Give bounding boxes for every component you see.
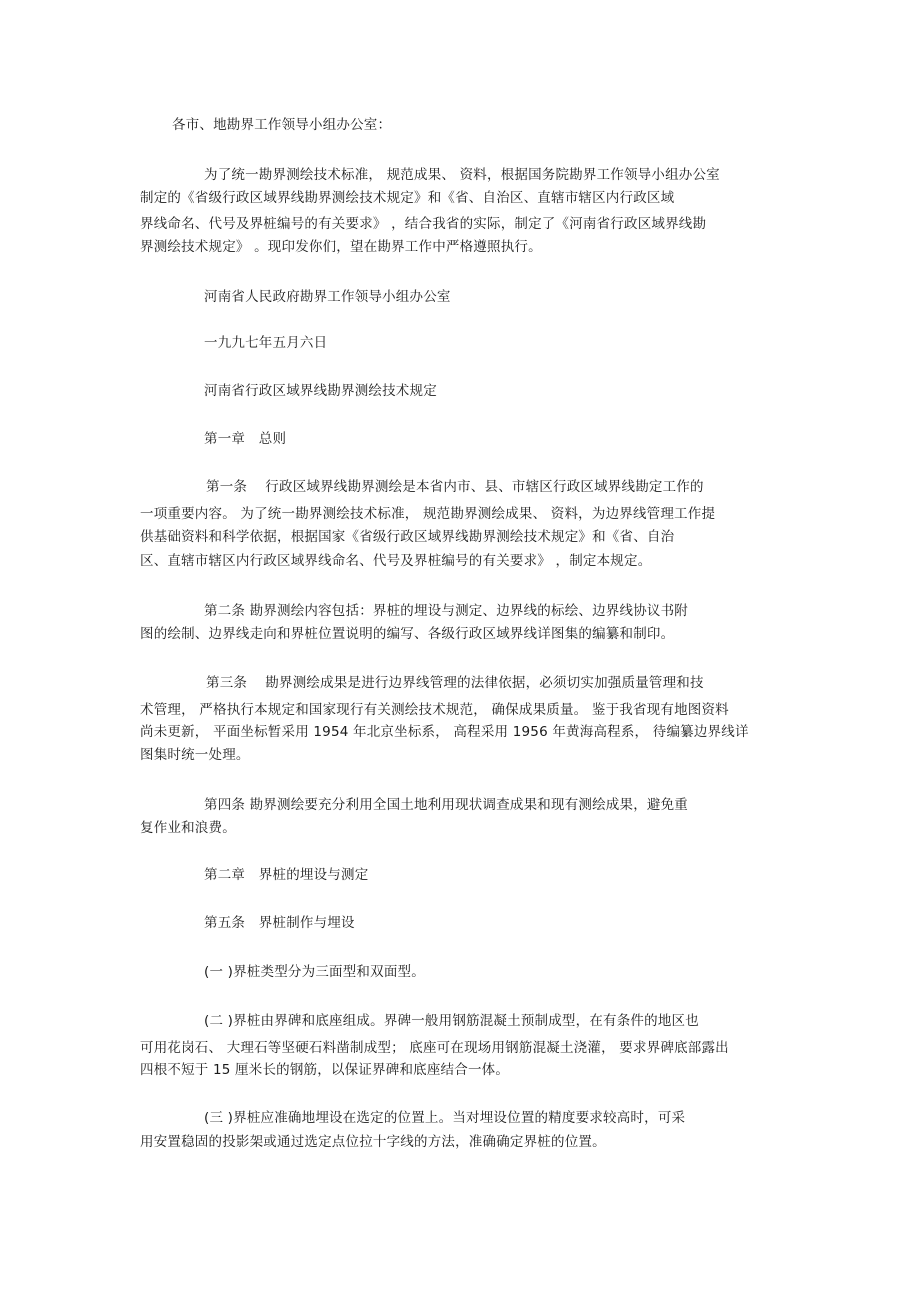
article-line: 第一条 行政区域界线勘界测绘是本省内市、县、市辖区行政区域界线勘定工作的 <box>206 479 704 495</box>
salutation: 各市、地勘界工作领导小组办公室： <box>172 117 392 133</box>
document-title: 河南省行政区域界线勘界测绘技术规定 <box>204 383 437 399</box>
article-line: 第三条 勘界测绘成果是进行边界线管理的法律依据，必须切实加强质量管理和技 <box>206 675 704 691</box>
list-item-line: 四根不短于 15 厘米长的钢筋，以保证界碑和底座结合一体。 <box>140 1062 510 1078</box>
article-heading: 第五条 界桩制作与埋设 <box>204 915 355 931</box>
issue-date: 一九九七年五月六日 <box>204 335 328 351</box>
article-line: 区、直辖市辖区内行政区域界线命名、代号及界桩编号的有关要求》 ，制定本规定。 <box>140 553 652 569</box>
intro-line: 界测绘技术规定》 。现印发你们，望在勘界工作中严格遵照执行。 <box>140 239 542 255</box>
intro-line: 为了统一勘界测绘技术标准， 规范成果、 资料，根据国务院勘界工作领导小组办公室 <box>204 167 720 183</box>
article-line: 第四条 勘界测绘要充分利用全国土地利用现状调查成果和现有测绘成果，避免重 <box>204 797 688 813</box>
article-line: 尚未更新， 平面坐标暂采用 1954 年北京坐标系， 高程采用 1956 年黄海高程系， 待编纂边界线详 <box>140 724 749 740</box>
article-line: 复作业和浪费。 <box>140 820 236 836</box>
list-item: (二 )界桩由界碑和底座组成。界碑一般用钢筋混凝土预制成型，在有条件的地区也 <box>204 1013 699 1029</box>
chapter-heading: 第二章 界桩的埋设与测定 <box>204 867 369 883</box>
article-line: 一项重要内容。 为了统一勘界测绘技术标准， 规范勘界测绘成果、 资料，为边界线管理工作提 <box>140 506 716 522</box>
intro-line: 界线命名、代号及界桩编号的有关要求》 ，结合我省的实际，制定了《河南省行政区域界线勘 <box>140 216 707 232</box>
list-item-line: 用安置稳固的投影架或通过选定点位拉十字线的方法，准确确定界桩的位置。 <box>140 1134 606 1150</box>
issuer: 河南省人民政府勘界工作领导小组办公室 <box>204 289 451 305</box>
chapter-heading: 第一章 总则 <box>204 431 287 447</box>
list-item-line: 可用花岗石、 大理石等坚硬石料凿制成型； 底座可在现场用钢筋混凝土浇灌， 要求界碑底部露出 <box>140 1040 729 1056</box>
list-item: (一 )界桩类型分为三面型和双面型。 <box>204 964 425 980</box>
article-line: 图的绘制、边界线走向和界桩位置说明的编写、各级行政区域界线详图集的编纂和制印。 <box>140 626 675 642</box>
list-item: (三 )界桩应准确地埋设在选定的位置上。当对埋设位置的精度要求较高时，可采 <box>204 1110 686 1126</box>
article-line: 图集时统一处理。 <box>140 747 250 763</box>
intro-line: 制定的《省级行政区域界线勘界测绘技术规定》和《省、自治区、直辖市辖区内行政区域 <box>140 190 675 206</box>
article-line: 术管理， 严格执行本规定和国家现行有关测绘技术规范， 确保成果质量。 鉴于我省现有地图资料 <box>140 702 729 718</box>
article-line: 第二条 勘界测绘内容包括：界桩的埋设与测定、边界线的标绘、边界线协议书附 <box>204 603 688 619</box>
article-line: 供基础资料和科学依据，根据国家《省级行政区域界线勘界测绘技术规定》和《省、自治 <box>140 529 675 545</box>
